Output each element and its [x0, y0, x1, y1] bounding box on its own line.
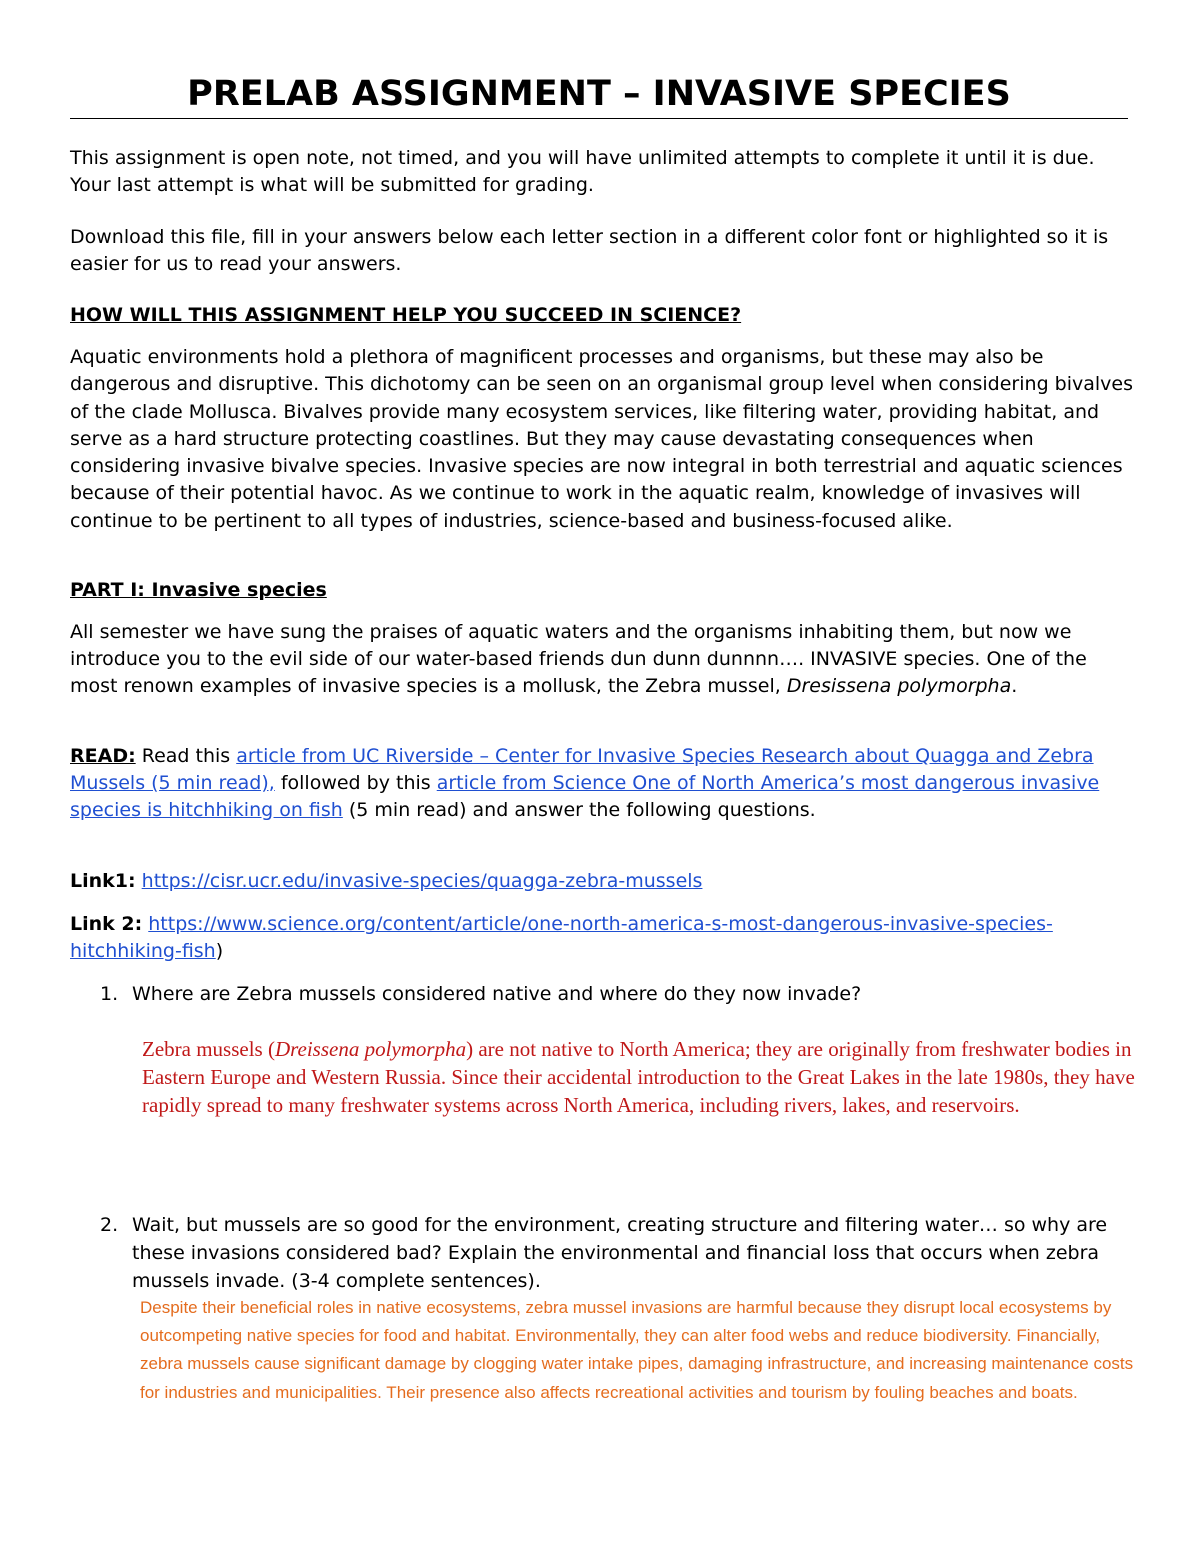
question-2: [100, 1211, 1130, 1295]
link1-line: [70, 868, 1140, 895]
species-name-italic: Dresissena polymorpha: [786, 675, 1012, 697]
question-text: Wait, but mussels are so good for the environment, creating structure and filtering water… so why are these invasions considered bad? Explain the environmental and financial loss that occurs when zebra mussels invade. (3-4 complete sentences).: [132, 1214, 1108, 1292]
question-number: 1.: [100, 983, 119, 1005]
answer-1-text: Zebra mussels (: [142, 1037, 275, 1061]
part1-body-end: .: [1011, 675, 1018, 697]
page-title: PRELAB ASSIGNMENT – INVASIVE SPECIES: [70, 72, 1128, 119]
answer-1: [142, 1035, 1142, 1119]
link2-suffix: ): [215, 939, 224, 962]
link2-label: Link 2:: [70, 913, 143, 935]
answer-1-text-end: ) are not native to North America; they are originally from freshwater bodies in Eastern Europe and Western Russia. Since their accidental introduction to the Great Lakes in the late 1980s, they have rapidly spread to many freshwater systems across North America, including rivers, lakes, and reservoirs.: [142, 1037, 1135, 1117]
link1-label: Link1:: [70, 870, 136, 892]
part1-body-text: All semester we have sung the praises of aquatic waters and the organisms inhabiting them, but now we introduce you to the evil side of our water-based friends dun dunn dunnnn…. INVASIVE species. One of the most renown examples of invasive species is a mollusk, the Zebra mussel,: [70, 621, 1087, 697]
read-text-3: (5 min read) and answer the following questions.: [342, 798, 816, 821]
section-heading-succeed: HOW WILL THIS ASSIGNMENT HELP YOU SUCCEED IN SCIENCE?: [70, 304, 742, 326]
ucr-article-link[interactable]: article from UC Riverside – Center for Invasive Species Research about Quagga and Zebra Mussels (5 min read),: [70, 745, 1094, 794]
answer-2: Despite their beneficial roles in native ecosystems, zebra mussel invasions are harmful because they disrupt local ecosystems by outcompeting native species for food and habitat. Environmentally, they can alter food webs and reduce biodiversity. Financially, zebra mussels cause significant damage by clogging water intake pipes, damaging infrastructure, and increasing maintenance costs for industries and municipalities. Their presence also affects recreational activities and tourism by fouling beaches and boats.: [140, 1298, 1134, 1402]
read-text-1: Read this: [135, 745, 237, 767]
part1-body: [70, 619, 1140, 700]
read-label: READ:: [70, 745, 136, 767]
intro-paragraph-1: This assignment is open note, not timed, and you will have unlimited attempts to complete it until it is due. Your last attempt is what will be submitted for grading.: [70, 147, 1095, 196]
section-body-succeed: Aquatic environments hold a plethora of magnificent processes and organisms, but these may also be dangerous and disruptive. This dichotomy can be seen on an organismal group level when considering bivalves of the clade Mollusca. Bivalves provide many ecosystem services, like filtering water, providing habitat, and serve as a hard structure protecting coastlines. But they may cause devastating consequences when considering invasive bivalve species. Invasive species are now integral in both terrestrial and aquatic sciences because of their potential havoc. As we continue to work in the aquatic realm, knowledge of invasives will continue to be pertinent to all types of industries, science-based and business-focused alike.: [70, 346, 1134, 532]
science-article-link[interactable]: article from Science One of North America’s most dangerous invasive species is hitchhiking on fish: [70, 771, 1100, 821]
read-instructions: [70, 743, 1140, 823]
question-1: [100, 980, 1130, 1008]
answer-1-species: Dreissena polymorpha: [274, 1037, 467, 1061]
link2-line: [70, 911, 1140, 965]
link1-url[interactable]: https://cisr.ucr.edu/invasive-species/quagga-zebra-mussels: [141, 870, 703, 892]
read-text-2: followed by this: [274, 771, 437, 794]
link2-url[interactable]: https://www.science.org/content/article/one-north-america-s-most-dangerous-invasive-species-hitchhiking-fish: [70, 913, 1053, 962]
question-number: 2.: [100, 1214, 119, 1236]
intro-paragraph-2: Download this file, fill in your answers below each letter section in a different color font or highlighted so it is easier for us to read your answers.: [70, 226, 1109, 275]
question-text: Where are Zebra mussels considered native and where do they now invade?: [132, 983, 862, 1005]
part1-heading: PART I: Invasive species: [70, 579, 327, 601]
